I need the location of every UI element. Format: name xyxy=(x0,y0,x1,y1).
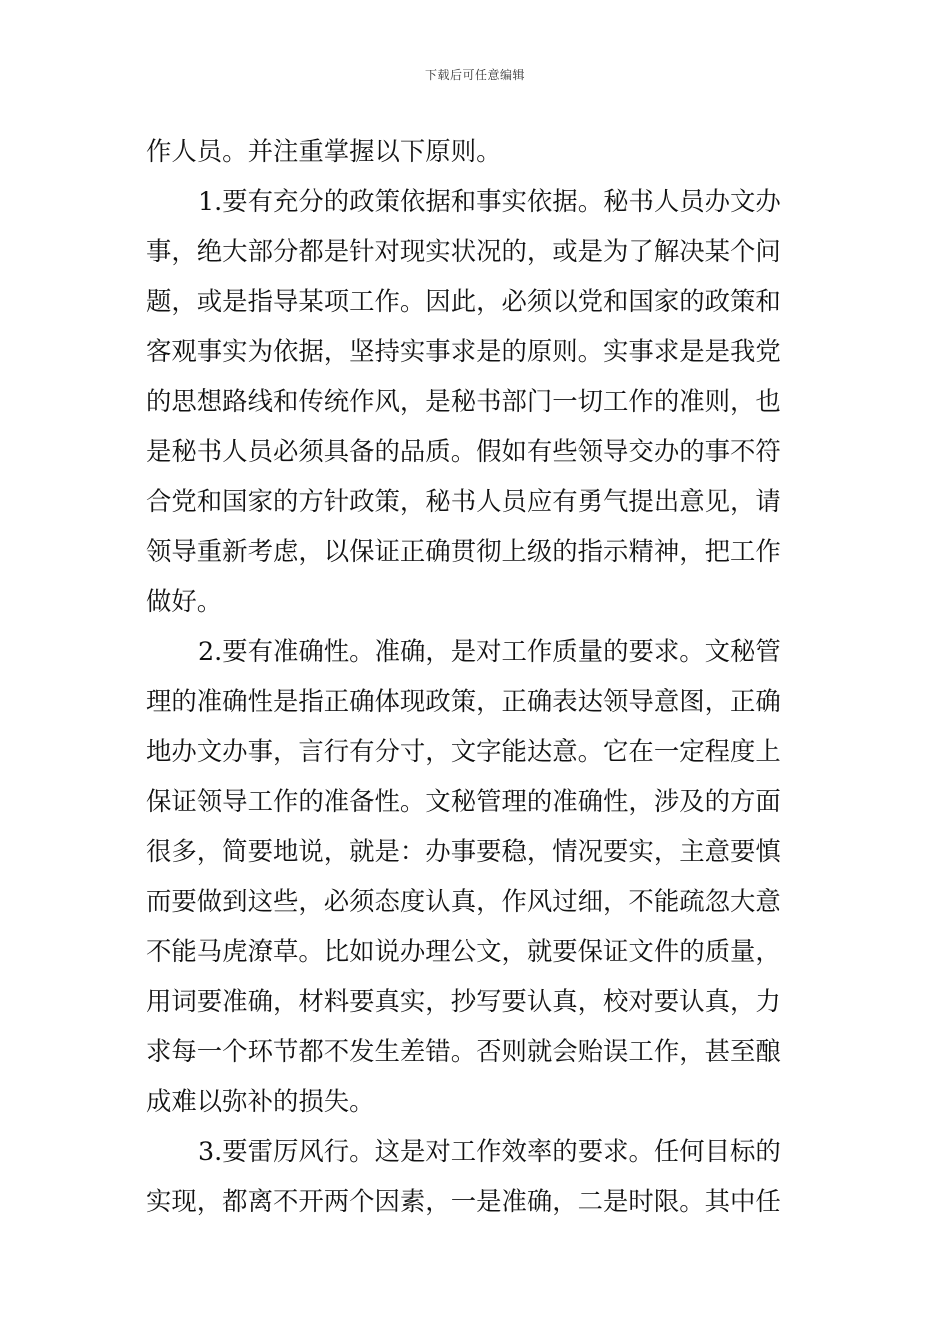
text-line: 理的准确性是指正确体现政策，正确表达领导意图，正确 xyxy=(146,686,781,716)
text-line: 的思想路线和传统作风，是秘书部门一切工作的准则，也 xyxy=(146,386,781,416)
body-text xyxy=(146,126,806,1226)
text-line: 不能马虎潦草。比如说办理公文，就要保证文件的质量， xyxy=(146,936,781,966)
text-line: 用词要准确，材料要真实，抄写要认真，校对要认真，力 xyxy=(146,986,781,1016)
text-line: 2.要有准确性。准确，是对工作质量的要求。文秘管 xyxy=(198,636,781,666)
text-line: 求每一个环节都不发生差错。否则就会贻误工作，甚至酿 xyxy=(146,1036,781,1066)
text-line: 地办文办事，言行有分寸，文字能达意。它在一定程度上 xyxy=(146,736,781,766)
text-line: 合党和国家的方针政策，秘书人员应有勇气提出意见，请 xyxy=(146,486,781,516)
text-line: 领导重新考虑，以保证正确贯彻上级的指示精神，把工作 xyxy=(146,536,781,566)
text-line: 实现，都离不开两个因素，一是准确，二是时限。其中任 xyxy=(146,1186,781,1216)
text-line: 是秘书人员必须具备的品质。假如有些领导交办的事不符 xyxy=(146,436,781,466)
text-line: 作人员。并注重掌握以下原则。 xyxy=(146,136,502,166)
page-header: 下载后可任意编辑 xyxy=(424,68,525,82)
text-line: 成难以弥补的损失。 xyxy=(146,1086,375,1116)
text-line: 而要做到这些，必须态度认真，作风过细，不能疏忽大意 xyxy=(146,886,781,916)
text-line: 1.要有充分的政策依据和事实依据。秘书人员办文办 xyxy=(198,186,781,216)
text-line: 题，或是指导某项工作。因此，必须以党和国家的政策和 xyxy=(146,286,781,316)
text-line: 保证领导工作的准备性。文秘管理的准确性，涉及的方面 xyxy=(146,786,781,816)
text-line: 做好。 xyxy=(146,586,223,616)
text-line: 事，绝大部分都是针对现实状况的，或是为了解决某个问 xyxy=(146,236,781,266)
text-line: 3.要雷厉风行。这是对工作效率的要求。任何目标的 xyxy=(198,1136,781,1166)
text-line: 很多，简要地说，就是：办事要稳，情况要实，主意要慎 xyxy=(146,836,781,866)
text-line: 客观事实为依据，坚持实事求是的原则。实事求是是我党 xyxy=(146,336,781,366)
